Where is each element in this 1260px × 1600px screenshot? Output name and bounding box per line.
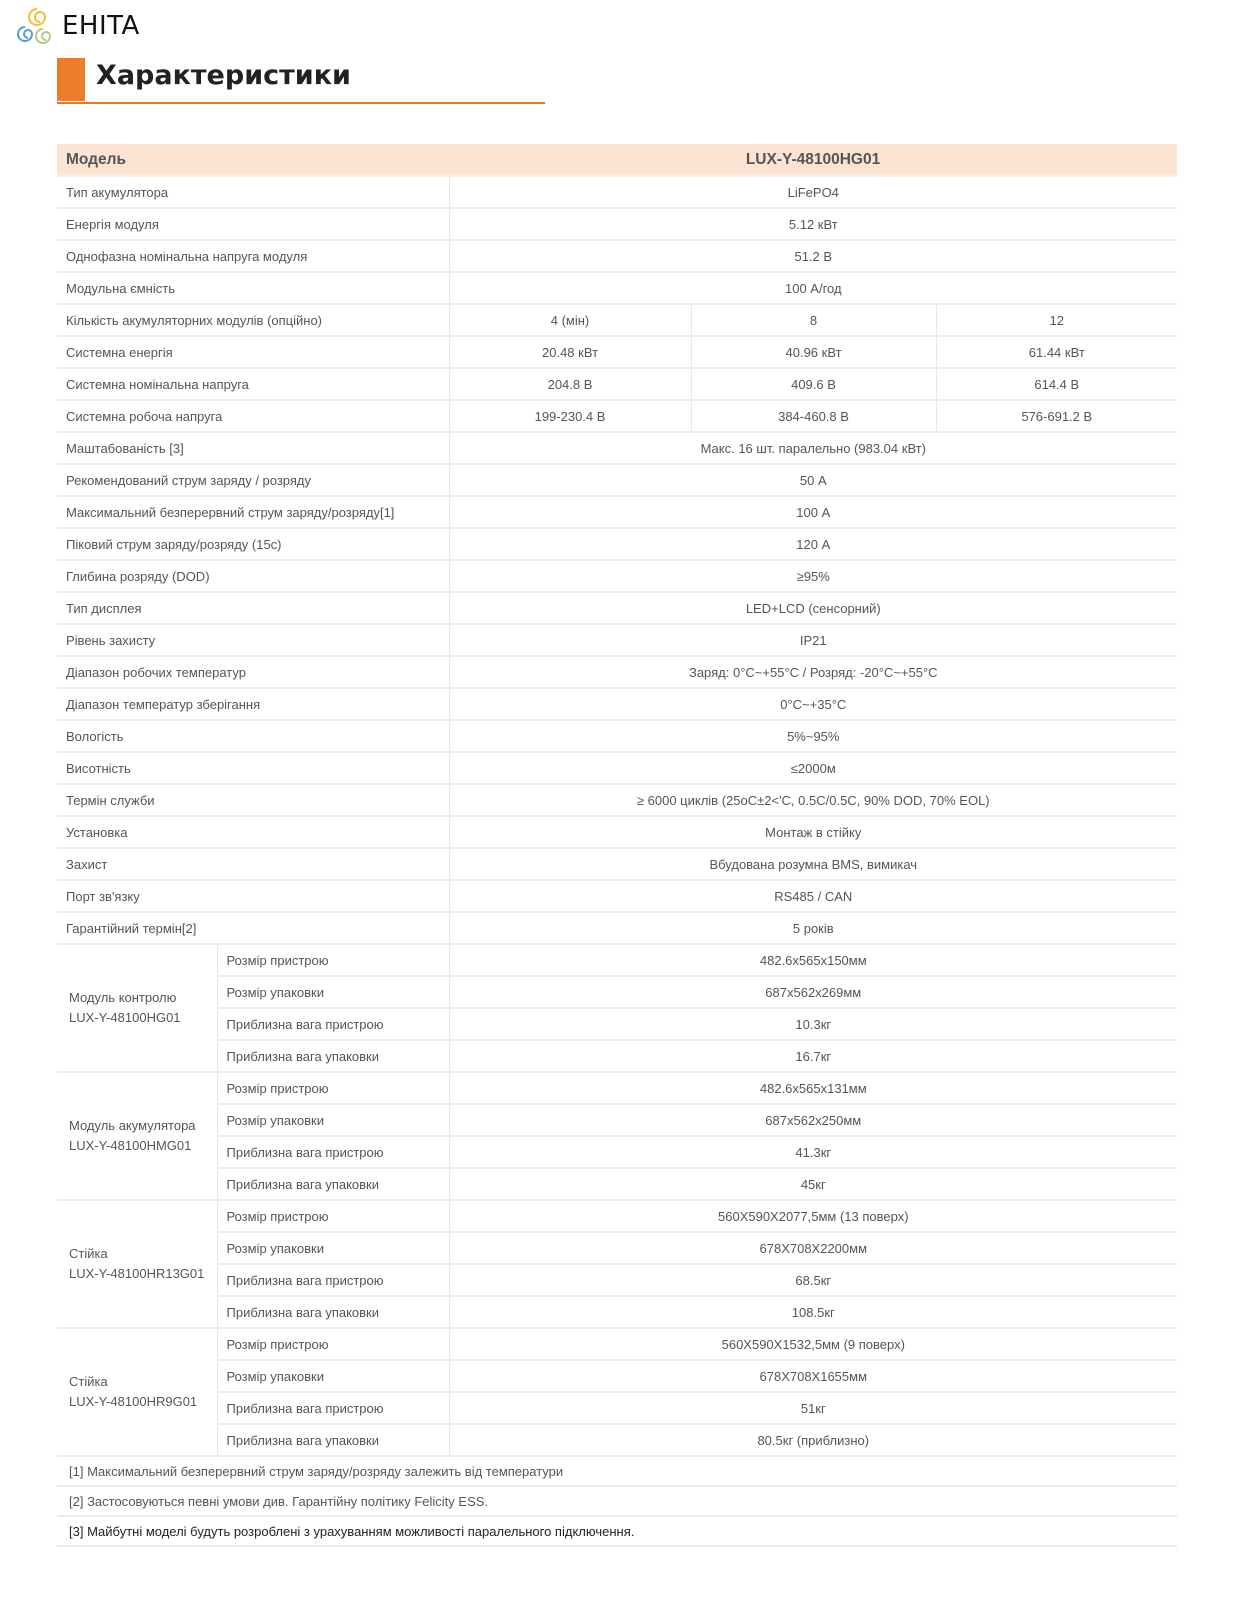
row-value: 41.3кг [449,1136,1177,1168]
table-row [57,1392,1177,1424]
row-label: Розмір пристрою [217,1072,449,1104]
row-value: 51кг [449,1392,1177,1424]
table-header-row [57,144,1177,176]
table-row [57,944,1177,976]
row-value: 50 А [449,464,1177,496]
row-value: LiFePO4 [449,176,1177,208]
row-value: 51.2 В [449,240,1177,272]
table-row [57,1104,1177,1136]
table-row [57,976,1177,1008]
row-label: Системна робоча напруга [57,400,449,432]
table-row [57,1200,1177,1232]
table-row [57,1328,1177,1360]
row-label: Розмір упаковки [217,1104,449,1136]
row-value: 560X590X1532,5мм (9 поверх) [449,1328,1177,1360]
table-row [57,720,1177,752]
row-value: 108.5кг [449,1296,1177,1328]
row-value: ≥95% [449,560,1177,592]
group-name: Модуль акумулятора [69,1118,196,1133]
brand-logo [14,4,140,48]
swirl-logo-icon [14,4,58,48]
row-value: 560X590X2077,5мм (13 поверх) [449,1200,1177,1232]
row-value: 12 [936,304,1177,336]
row-value: 687x562x269мм [449,976,1177,1008]
row-value: 0°C~+35°C [449,688,1177,720]
group-label [57,1200,217,1328]
group-name: Модуль контролю [69,990,177,1005]
row-value: 40.96 кВт [691,336,936,368]
table-row [57,1424,1177,1456]
row-value: 482.6x565x150мм [449,944,1177,976]
table-row [57,432,1177,464]
row-value: 482.6x565x131мм [449,1072,1177,1104]
header-label: Модель [57,144,449,176]
table-row [57,752,1177,784]
header-model: LUX-Y-48100HG01 [449,144,1177,176]
row-value: 68.5кг [449,1264,1177,1296]
row-value: Монтаж в стійку [449,816,1177,848]
row-value: 614.4 В [936,368,1177,400]
table-row [57,1264,1177,1296]
row-value: 5.12 кВт [449,208,1177,240]
row-value: RS485 / CAN [449,880,1177,912]
row-label: Розмір пристрою [217,1328,449,1360]
footnote: [1] Максимальний безперервний струм заряду/розряду залежить від температури [57,1456,1177,1486]
row-label: Приблизна вага упаковки [217,1296,449,1328]
footnote-row [57,1456,1177,1486]
row-label: Діапазон температур зберігання [57,688,449,720]
row-label: Енергія модуля [57,208,449,240]
table-row [57,528,1177,560]
table-row [57,304,1177,336]
table-row [57,880,1177,912]
row-label: Маштабованість [3] [57,432,449,464]
row-value: 384-460.8 В [691,400,936,432]
footnote: [2] Застосовуються певні умови див. Гарантійну політику Felicity ESS. [57,1486,1177,1516]
row-label: Приблизна вага пристрою [217,1136,449,1168]
row-label: Системна номінальна напруга [57,368,449,400]
row-value: IP21 [449,624,1177,656]
group-model: LUX-Y-48100HR9G01 [69,1394,198,1409]
row-value: 16.7кг [449,1040,1177,1072]
row-value: 45кг [449,1168,1177,1200]
table-row [57,1360,1177,1392]
table-row [57,496,1177,528]
table-row [57,336,1177,368]
row-value: 4 (мін) [449,304,691,336]
row-label: Вологість [57,720,449,752]
table-row [57,272,1177,304]
row-label: Тип акумулятора [57,176,449,208]
table-row [57,816,1177,848]
row-value: Заряд: 0°C~+55°C / Розряд: -20°C~+55°C [449,656,1177,688]
row-value: 576-691.2 В [936,400,1177,432]
row-value: 678X708X2200мм [449,1232,1177,1264]
row-label: Піковий струм заряду/розряду (15с) [57,528,449,560]
row-value: 10.3кг [449,1008,1177,1040]
row-label: Розмір пристрою [217,944,449,976]
row-label: Рекомендований струм заряду / розряду [57,464,449,496]
footnote: [3] Майбутні моделі будуть розроблені з урахуванням можливості паралельного підключення. [57,1516,1177,1546]
group-label [57,944,217,1072]
row-value: Макс. 16 шт. паралельно (983.04 кВт) [449,432,1177,464]
page-title: Характеристики [96,60,351,91]
row-label: Максимальний безперервний струм заряду/розряду[1] [57,496,449,528]
row-label: Тип дисплея [57,592,449,624]
row-value: 199-230.4 В [449,400,691,432]
row-label: Приблизна вага пристрою [217,1008,449,1040]
section-title [57,58,545,104]
group-model: LUX-Y-48100HG01 [69,1010,181,1025]
table-row [57,368,1177,400]
table-row [57,176,1177,208]
group-model: LUX-Y-48100HMG01 [69,1138,192,1153]
row-label: Діапазон робочих температур [57,656,449,688]
row-value: 20.48 кВт [449,336,691,368]
row-value: 687x562x250мм [449,1104,1177,1136]
row-label: Розмір упаковки [217,976,449,1008]
table-row [57,912,1177,944]
table-row [57,784,1177,816]
row-value: 120 А [449,528,1177,560]
table-row [57,240,1177,272]
group-label [57,1072,217,1200]
row-value: 204.8 В [449,368,691,400]
row-label: Приблизна вага упаковки [217,1168,449,1200]
row-value: ≥ 6000 циклів (25оС±2<'C, 0.5C/0.5C, 90% DOD, 70% EOL) [449,784,1177,816]
row-value: 100 А [449,496,1177,528]
row-value: ≤2000м [449,752,1177,784]
spec-table [57,144,1177,1547]
row-label: Рівень захисту [57,624,449,656]
row-value: 100 А/год [449,272,1177,304]
row-label: Розмір упаковки [217,1360,449,1392]
row-value: 5 років [449,912,1177,944]
row-label: Розмір пристрою [217,1200,449,1232]
row-value: 61.44 кВт [936,336,1177,368]
table-row [57,1232,1177,1264]
group-model: LUX-Y-48100HR13G01 [69,1266,205,1281]
table-row [57,1040,1177,1072]
table-row [57,688,1177,720]
row-value: 5%~95% [449,720,1177,752]
row-label: Термін служби [57,784,449,816]
table-row [57,464,1177,496]
row-label: Модульна ємність [57,272,449,304]
row-label: Приблизна вага пристрою [217,1264,449,1296]
footnote-row [57,1486,1177,1516]
row-label: Приблизна вага упаковки [217,1424,449,1456]
footnote-row [57,1516,1177,1546]
row-value: LED+LCD (сенсорний) [449,592,1177,624]
row-value: 8 [691,304,936,336]
row-label: Приблизна вага упаковки [217,1040,449,1072]
row-label: Глибина розряду (DOD) [57,560,449,592]
table-row [57,208,1177,240]
table-row [57,1296,1177,1328]
row-value: Вбудована розумна BMS, вимикач [449,848,1177,880]
row-label: Розмір упаковки [217,1232,449,1264]
row-value: 678X708X1655мм [449,1360,1177,1392]
table-row [57,1168,1177,1200]
row-label: Висотність [57,752,449,784]
row-label: Системна енергія [57,336,449,368]
table-row [57,400,1177,432]
group-name: Стійка [69,1374,108,1389]
brand-name: EHITA [62,11,140,41]
row-value: 409.6 В [691,368,936,400]
table-row [57,624,1177,656]
row-label: Порт зв'язку [57,880,449,912]
table-row [57,1008,1177,1040]
table-row [57,592,1177,624]
table-row [57,1072,1177,1104]
row-label: Установка [57,816,449,848]
table-row [57,656,1177,688]
row-label: Однофазна номінальна напруга модуля [57,240,449,272]
row-label: Приблизна вага пристрою [217,1392,449,1424]
row-value: 80.5кг (приблизно) [449,1424,1177,1456]
row-label: Кількість акумуляторних модулів (опційно) [57,304,449,336]
group-label [57,1328,217,1456]
row-label: Захист [57,848,449,880]
table-row [57,560,1177,592]
group-name: Стійка [69,1246,108,1261]
table-row [57,1136,1177,1168]
title-accent-bar [57,58,85,101]
table-row [57,848,1177,880]
row-label: Гарантійний термін[2] [57,912,449,944]
